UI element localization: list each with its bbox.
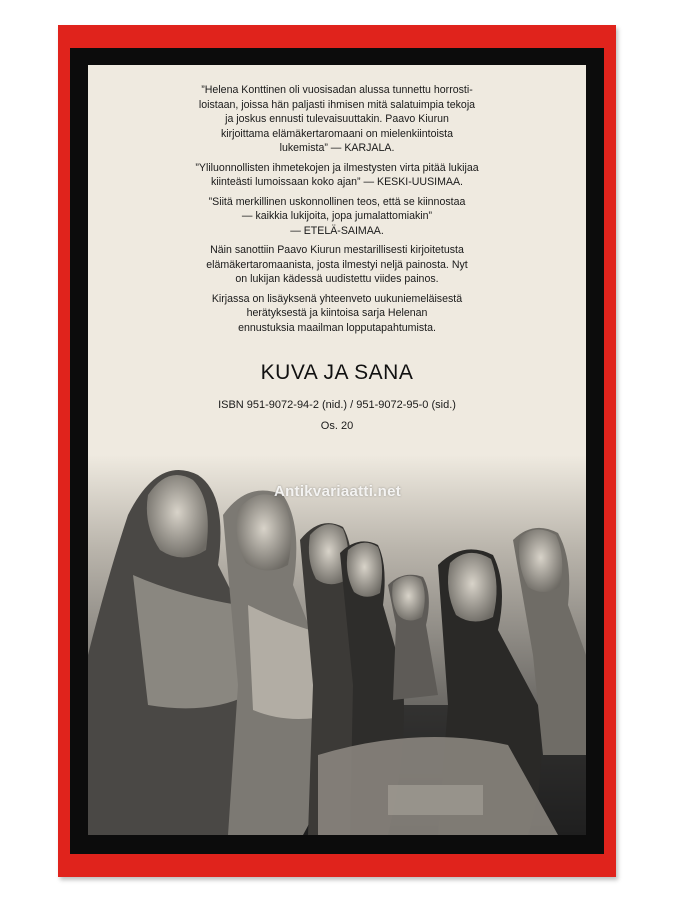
blurb-text	[88, 83, 586, 340]
review-quote-etela-saimaa: ”Siitä merkillinen uskonnollinen teos, että se kiinnostaa — kaikkia lukijoita, jopa jumalattomiakin” — ETELÄ-SAIMAA.	[208, 195, 466, 237]
isbn-line: ISBN 951-9072-94-2 (nid.) / 951-9072-95-0 (sid.)	[218, 399, 456, 411]
order-number: Os. 20	[320, 420, 354, 432]
book-back-cover	[88, 65, 586, 835]
review-quote-keski-uusimaa: ”Yliluonnollisten ihmetekojen ja ilmestysten virta pitää lukijaa kiinteästi lumoissaan koko ajan” — KESKI-UUSIMAA.	[195, 161, 479, 188]
publisher-name: KUVA JA SANA	[260, 361, 414, 384]
description-paragraph: Näin sanottiin Paavo Kiurun mestarillisesti kirjoitetusta elämäkertaromaanista, josta ilmestyi neljä painosta. Nyt on lukijan kädessä uudistettu viides painos.	[206, 244, 468, 285]
review-quote-karjala: ”Helena Konttinen oli vuosisadan alussa tunnettu horrosti- loistaan, joissa hän paljasti ihmisen mitä salatuimpia tekoja ja joskus ennusti tulevaisuuttakin. Paavo Kiurun kirjoittama elämäkertaromaani on mielenkiintoista lukemista” — KARJALA.	[198, 84, 476, 154]
group-photo-women	[88, 455, 586, 835]
description-paragraph-addition: Kirjassa on lisäyksenä yhteenveto uukuniemeläisestä herätyksestä ja kiintoisa sarja Helenan ennustuksia maailman lopputapahtumista.	[211, 292, 463, 334]
watermark-text: Antikvariaatti.net	[273, 483, 402, 500]
